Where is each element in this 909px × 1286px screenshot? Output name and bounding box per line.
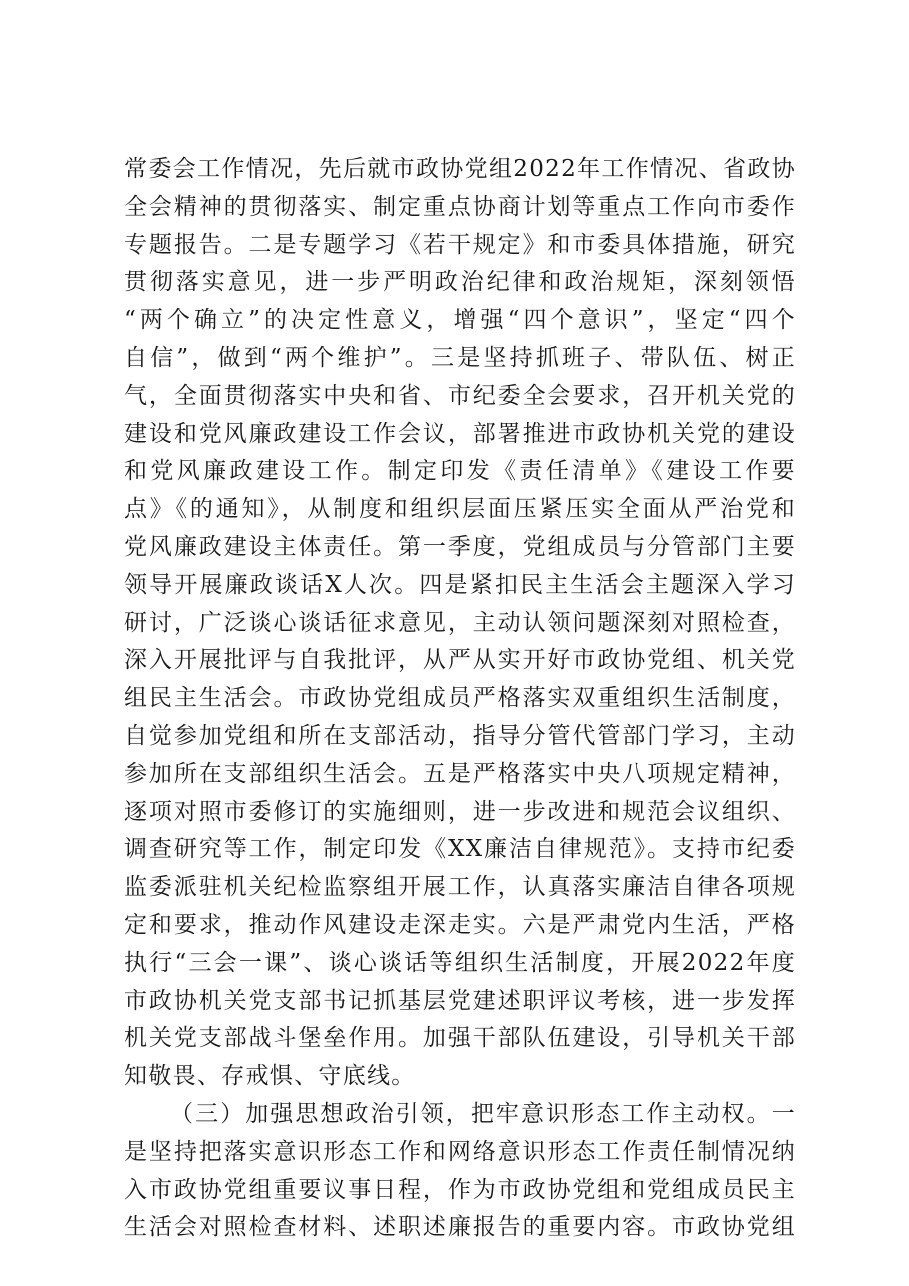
paragraph-line: 全会精神的贯彻落实、制定重点协商计划等重点工作向市委作 — [124, 193, 796, 220]
paragraph-line: 知敬畏、存戒惧、守底线。 — [124, 1063, 416, 1090]
paragraph-line: 机关党支部战斗堡垒作用。加强干部队伍建设，引导机关干部 — [124, 1025, 796, 1052]
section-heading-line: （三）加强思想政治引领，把牢意识形态工作主动权。一 — [170, 1100, 796, 1127]
paragraph-line: 市政协机关党支部书记抓基层党建述职评议考核，进一步发挥 — [124, 987, 796, 1014]
paragraph-line: 执行“三会一课”、谈心谈话等组织生活制度，开展2022年度 — [124, 949, 796, 976]
paragraph-line: 建设和党风廉政建设工作会议，部署推进市政协机关党的建设 — [124, 420, 796, 447]
paragraph-line: 党风廉政建设主体责任。第一季度，党组成员与分管部门主要 — [124, 533, 796, 560]
paragraph-2 — [124, 1096, 796, 1247]
paragraph-line: 气，全面贯彻落实中央和省、市纪委全会要求，召开机关党的 — [124, 382, 796, 409]
document-body — [124, 151, 796, 1247]
paragraph-line: 自信”，做到“两个维护”。三是坚持抓班子、带队伍、树正 — [124, 344, 796, 371]
paragraph-line: 调查研究等工作，制定印发《XX廉洁自律规范》。支持市纪委 — [124, 836, 796, 863]
paragraph-line: 深入开展批评与自我批评，从严从实开好市政协党组、机关党 — [124, 647, 796, 674]
paragraph-line: 入市政协党组重要议事日程，作为市政协党组和党组成员民主 — [124, 1176, 796, 1203]
paragraph-line: 和党风廉政建设工作。制定印发《责任清单》《建设工作要 — [124, 458, 796, 485]
paragraph-line: 点》《的通知》，从制度和组织层面压紧压实全面从严治党和 — [124, 496, 796, 523]
paragraph-line: 研讨，广泛谈心谈话征求意见，主动认领问题深刻对照检查， — [124, 609, 796, 636]
paragraph-line: 常委会工作情况，先后就市政协党组2022年工作情况、省政协 — [124, 156, 796, 182]
paragraph-line: 专题报告。二是专题学习《若干规定》和市委具体措施，研究 — [124, 231, 796, 258]
paragraph-line: 是坚持把落实意识形态工作和网络意识形态工作责任制情况纳 — [124, 1138, 796, 1165]
paragraph-line: 领导开展廉政谈话X人次。四是紧扣民主生活会主题深入学习 — [124, 571, 796, 598]
paragraph-line: 定和要求，推动作风建设走深走实。六是严肃党内生活，严格 — [124, 911, 796, 938]
paragraph-line: 生活会对照检查材料、述职述廉报告的重要内容。市政协党组 — [124, 1214, 796, 1241]
paragraph-line: 自觉参加党组和所在支部活动，指导分管代管部门学习，主动 — [124, 722, 796, 749]
paragraph-line: 贯彻落实意见，进一步严明政治纪律和政治规矩，深刻领悟 — [124, 269, 796, 296]
paragraph-line: 参加所在支部组织生活会。五是严格落实中央八项规定精神， — [124, 760, 796, 787]
paragraph-line: “两个确立”的决定性意义，增强“四个意识”，坚定“四个 — [124, 307, 796, 334]
paragraph-line: 逐项对照市委修订的实施细则，进一步改进和规范会议组织、 — [124, 798, 796, 825]
paragraph-line: 组民主生活会。市政协党组成员严格落实双重组织生活制度， — [124, 685, 796, 712]
paragraph-line: 监委派驻机关纪检监察组开展工作，认真落实廉洁自律各项规 — [124, 874, 796, 901]
paragraph-1 — [124, 151, 796, 1096]
